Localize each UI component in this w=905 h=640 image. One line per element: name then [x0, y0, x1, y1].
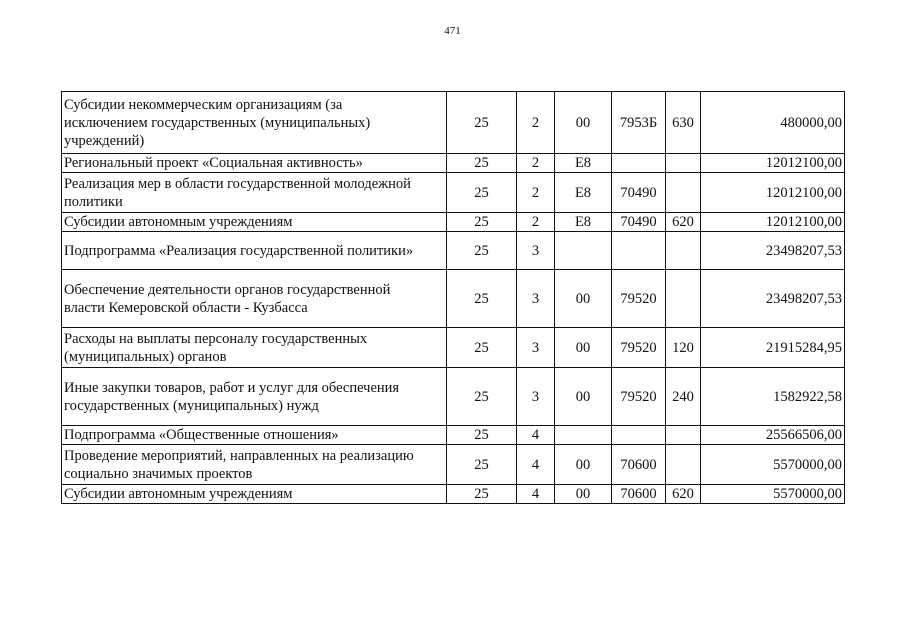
subsection-code-cell: 00 [555, 485, 612, 504]
ministry-code-cell: 25 [447, 328, 517, 368]
expense-type-cell [666, 154, 701, 173]
subsection-code-cell: 00 [555, 445, 612, 485]
ministry-code-cell: 25 [447, 213, 517, 232]
item-name-line: Обеспечение деятельности органов государственной [64, 281, 391, 298]
target-code-cell [612, 154, 666, 173]
target-code-cell: 70600 [612, 485, 666, 504]
amount-cell: 25566506,00 [701, 426, 845, 445]
table-row [62, 92, 845, 154]
subsection-code-cell: 00 [555, 368, 612, 426]
page-number: 471 [444, 25, 461, 37]
item-name-line: учреждений) [64, 132, 145, 149]
table-row [62, 213, 845, 232]
item-name-line: исключением государственных (муниципальных) [64, 114, 371, 131]
ministry-code-cell: 25 [447, 368, 517, 426]
item-name-line: Проведение мероприятий, направленных на реализацию [64, 447, 414, 464]
item-name-line: Подпрограмма «Реализация государственной политики» [64, 242, 414, 259]
table-row [62, 173, 845, 213]
amount-cell: 12012100,00 [701, 213, 845, 232]
subsection-code-cell: E8 [555, 213, 612, 232]
expense-type-cell: 620 [666, 485, 701, 504]
section-code-cell: 2 [517, 92, 555, 154]
section-code-cell: 3 [517, 232, 555, 270]
expense-type-cell: 240 [666, 368, 701, 426]
section-code-cell: 2 [517, 213, 555, 232]
section-code-cell: 3 [517, 270, 555, 328]
section-code-cell: 3 [517, 328, 555, 368]
item-name-cell [62, 173, 447, 213]
table-row [62, 154, 845, 173]
table-row [62, 328, 845, 368]
item-name-line: Региональный проект «Социальная активность» [64, 155, 363, 171]
table-row [62, 270, 845, 328]
expense-type-cell [666, 270, 701, 328]
section-code-cell: 4 [517, 426, 555, 445]
section-code-cell: 2 [517, 173, 555, 213]
section-code-cell: 3 [517, 368, 555, 426]
table-row [62, 368, 845, 426]
ministry-code-cell: 25 [447, 173, 517, 213]
ministry-code-cell: 25 [447, 445, 517, 485]
item-name-line: социально значимых проектов [64, 465, 253, 482]
item-name-line: политики [64, 193, 123, 210]
item-name-cell [62, 426, 447, 445]
item-name-line: государственных (муниципальных) нужд [64, 397, 319, 414]
item-name-line: Реализация мер в области государственной молодежной [64, 175, 411, 192]
table-row [62, 232, 845, 270]
item-name-cell [62, 368, 447, 426]
item-name-line: Подпрограмма «Общественные отношения» [64, 427, 339, 443]
section-code-cell: 4 [517, 445, 555, 485]
item-name-line: Иные закупки товаров, работ и услуг для обеспечения [64, 379, 400, 396]
subsection-code-cell: 00 [555, 270, 612, 328]
amount-cell: 23498207,53 [701, 270, 845, 328]
amount-cell: 12012100,00 [701, 154, 845, 173]
ministry-code-cell: 25 [447, 154, 517, 173]
expense-type-cell [666, 445, 701, 485]
subsection-code-cell [555, 426, 612, 445]
target-code-cell [612, 426, 666, 445]
expense-type-cell: 620 [666, 213, 701, 232]
subsection-code-cell [555, 232, 612, 270]
section-code-cell: 4 [517, 485, 555, 504]
item-name-line: власти Кемеровской области - Кузбасса [64, 299, 308, 316]
budget-table [61, 91, 845, 504]
item-name-cell [62, 270, 447, 328]
subsection-code-cell: 00 [555, 92, 612, 154]
table-row [62, 445, 845, 485]
item-name-cell [62, 92, 447, 154]
expense-type-cell [666, 426, 701, 445]
amount-cell: 480000,00 [701, 92, 845, 154]
expense-type-cell: 630 [666, 92, 701, 154]
item-name-cell [62, 328, 447, 368]
amount-cell: 5570000,00 [701, 485, 845, 504]
target-code-cell: 79520 [612, 368, 666, 426]
expense-type-cell [666, 173, 701, 213]
ministry-code-cell: 25 [447, 270, 517, 328]
ministry-code-cell: 25 [447, 92, 517, 154]
section-code-cell: 2 [517, 154, 555, 173]
amount-cell: 1582922,58 [701, 368, 845, 426]
amount-cell: 5570000,00 [701, 445, 845, 485]
target-code-cell: 79520 [612, 328, 666, 368]
target-code-cell: 79520 [612, 270, 666, 328]
amount-cell: 21915284,95 [701, 328, 845, 368]
item-name-cell [62, 485, 447, 504]
target-code-cell: 70490 [612, 213, 666, 232]
table-row [62, 485, 845, 504]
item-name-line: (муниципальных) органов [64, 348, 227, 365]
ministry-code-cell: 25 [447, 426, 517, 445]
target-code-cell [612, 232, 666, 270]
item-name-cell [62, 213, 447, 232]
amount-cell: 23498207,53 [701, 232, 845, 270]
item-name-line: Субсидии автономным учреждениям [64, 214, 293, 230]
item-name-cell [62, 445, 447, 485]
subsection-code-cell: E8 [555, 173, 612, 213]
expense-type-cell [666, 232, 701, 270]
target-code-cell: 70600 [612, 445, 666, 485]
target-code-cell: 7953Б [612, 92, 666, 154]
ministry-code-cell: 25 [447, 232, 517, 270]
item-name-cell [62, 154, 447, 173]
budget-table-body [62, 92, 845, 504]
item-name-line: Субсидии автономным учреждениям [64, 486, 293, 502]
expense-type-cell: 120 [666, 328, 701, 368]
item-name-cell [62, 232, 447, 270]
amount-cell: 12012100,00 [701, 173, 845, 213]
target-code-cell: 70490 [612, 173, 666, 213]
ministry-code-cell: 25 [447, 485, 517, 504]
subsection-code-cell: 00 [555, 328, 612, 368]
item-name-line: Субсидии некоммерческим организациям (за [64, 96, 343, 113]
item-name-line: Расходы на выплаты персоналу государственных [64, 330, 368, 347]
subsection-code-cell: E8 [555, 154, 612, 173]
table-row [62, 426, 845, 445]
